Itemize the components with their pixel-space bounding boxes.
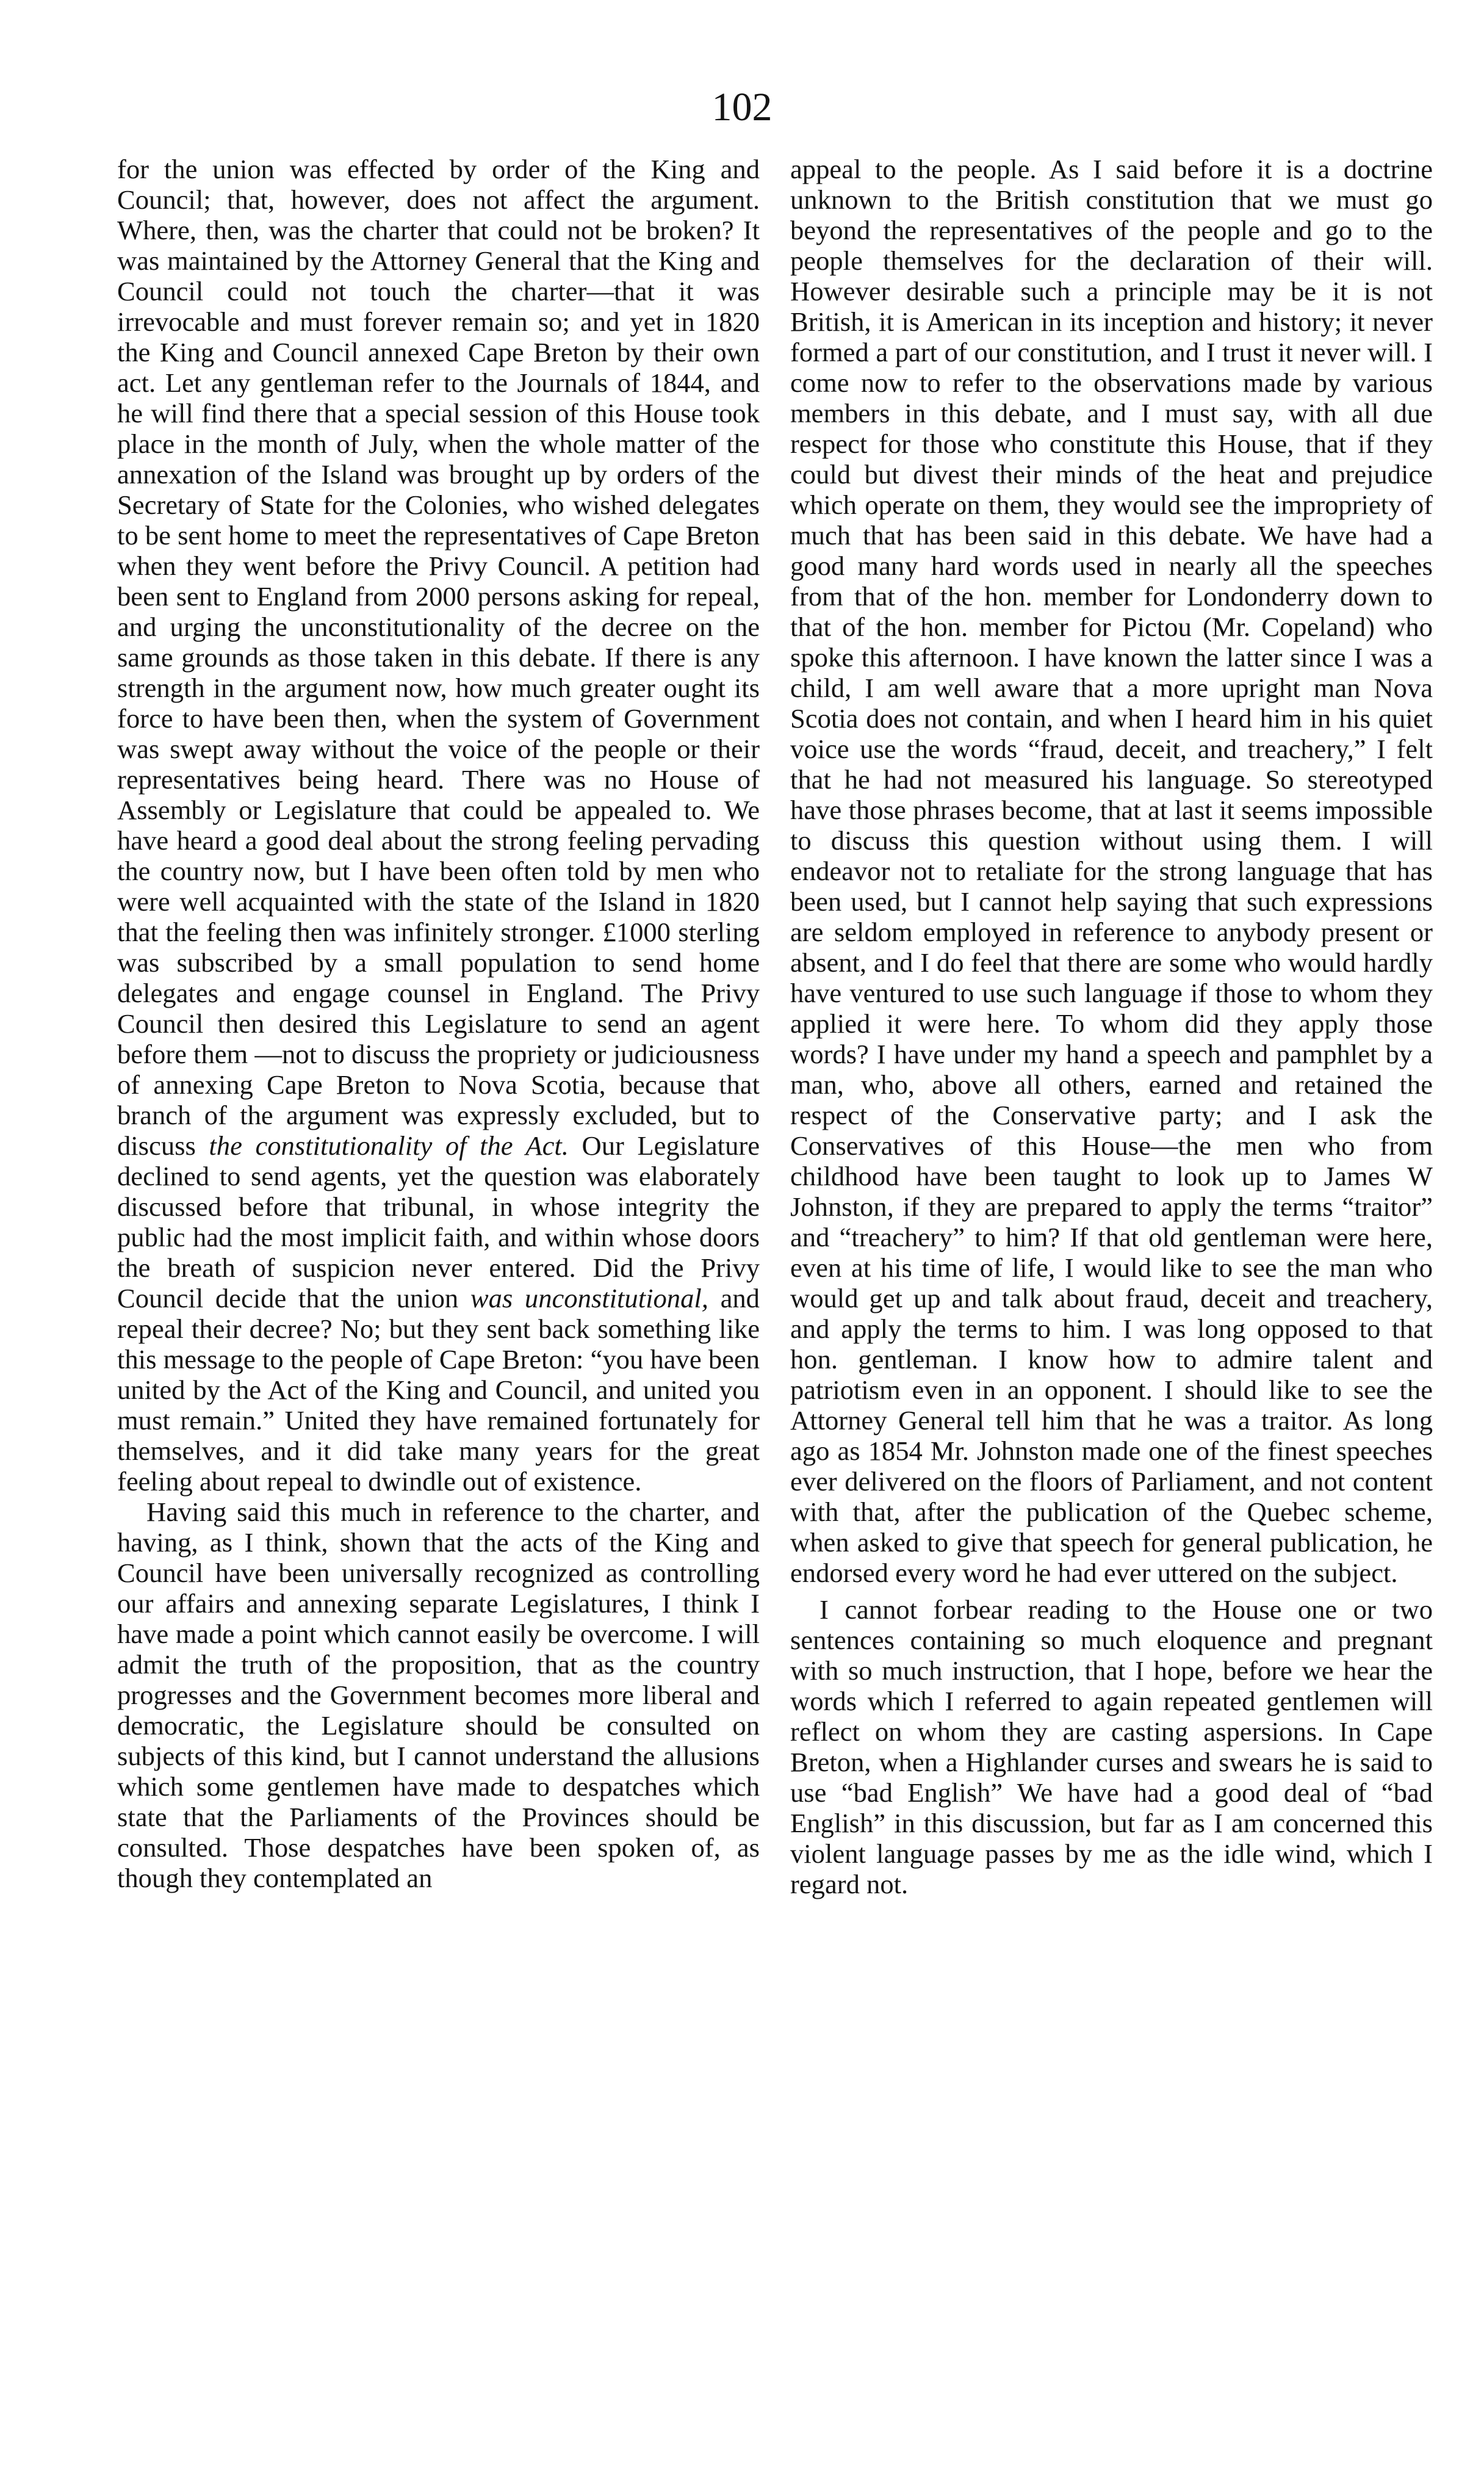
left-p1-italic-1: the constitutionality of the Act.	[209, 1130, 569, 1161]
left-p1-text-a: for the union was effected by order of the King and Council; that, however, does not affect the argument. Where, then, was the charter that could not be broken? It was maintained by the Attorney General that the King and Council could not touch the charter—that it was irrevocable and must forever remain so; and yet in 1820 the King and Council annexed Cape Breton by their own act. Let any gentleman refer to the Journals of 1844, and he will find there that a special session of this House took place in the month of July, when the whole matter of the annexation of the Island was brought up by orders of the Secretary of State for the Colonies, who wished delegates to be sent home to meet the representatives of Cape Breton when they went before the Privy Council. A petition had been sent to England from 2000 persons asking for repeal, and urging the unconstitutionality of the decree on the same grounds as those taken in this debate. If there is any strength in the argument now, how much greater ought its force to have been then, when the system of Government was swept away without the voice of the people or their representatives being heard. There was no House of Assembly or Legislature that could be appealed to. We have heard a good deal about the strong feeling pervading the country now, but I have been often told by men who were well acquainted with the state of the Island in 1820 that the feeling then was infinitely stronger. £1000 sterling was subscribed by a small population to send home delegates and engage counsel in England. The Privy Council then desired this Legislature to send an agent before them —not to discuss the propriety or judiciousness of annexing Cape Breton to Nova Scotia, because that branch of the argument was expressly excluded, but to discuss	[117, 154, 760, 1161]
right-paragraph-2: I cannot forbear reading to the House one or two sentences containing so much eloquence and pregnant with so much instruction, that I hope, before we hear the words which I referred to again repeated gentlemen will reflect on whom they are casting aspersions. In Cape Breton, when a Highlander curses and swears he is said to use “bad English” We have had a good deal of “bad English” in this discussion, but far as I am concerned this violent language passes by me as the idle wind, which I regard not.	[790, 1594, 1433, 1899]
left-p1-italic-2: was unconstitutional,	[470, 1283, 708, 1313]
right-paragraph-1: appeal to the people. As I said before it is a doctrine unknown to the British constitution that we must go beyond the representatives of the people and go to the people themselves for the declaration of their will. However desirable such a principle may be it is not British, it is American in its inception and history; it never formed a part of our constitution, and I trust it never will. I come now to refer to the observations made by various members in this debate, and I must say, with all due respect for those who constitute this House, that if they could but divest their minds of the heat and prejudice which operate on them, they would see the impropriety of much that has been said in this debate. We have had a good many hard words used in nearly all the speeches from that of the hon. member for Londonderry down to that of the hon. member for Pictou (Mr. Copeland) who spoke this afternoon. I have known the latter since I was a child, I am well aware that a more upright man Nova Scotia does not contain, and when I heard him in his quiet voice use the words “fraud, deceit, and treachery,” I felt that he had not measured his language. So stereotyped have those phrases become, that at last it seems impossible to discuss this question without using them. I will endeavor not to retaliate for the strong language that has been used, but I cannot help saying that such expressions are seldom employed in reference to anybody present or absent, and I do feel that there are some who would hardly have ventured to use such language if those to whom they applied it were here. To whom did they apply those words? I have under my hand a speech and pamphlet by a man, who, above all others, earned and retained the respect of the Conservative party; and I ask the Conservatives of this House—the men who from childhood have been taught to look up to James W Johnston, if they are prepared to apply the terms “traitor” and “treachery” to him? If that old gentleman were here, even at his time of life, I would like to see the man who would get up and talk about fraud, deceit and treachery, and apply the terms to him. I was long opposed to that hon. gentleman. I know how to admire talent and patriotism even in an opponent. I should like to see the Attorney General tell him that he was a traitor. As long ago as 1854 Mr. Johnston made one of the finest speeches ever delivered on the floors of Parliament, and not content with that, after the publication of the Quebec scheme, when asked to give that speech for general publication, he endorsed every word he had ever uttered on the subject.	[790, 154, 1433, 1588]
left-paragraph-2: Having said this much in reference to the charter, and having, as I think, shown that the acts of the King and Council have been universally recognized as controlling our affairs and annexing separate Legislatures, I think I have made a point which cannot easily be overcome. I will admit the truth of the proposition, that as the country progresses and the Government becomes more liberal and democratic, the Legislature should be consulted on subjects of this kind, but I cannot understand the allusions which some gentlemen have made to despatches which state that the Parliaments of the Provinces should be consulted. Those despatches have been spoken of, as though they contemplated an	[117, 1497, 760, 1893]
page-number: 102	[711, 85, 773, 129]
left-p1-text-b: Our Legislature declined to send agents, yet the question was elaborately discussed before that tribunal, in whose integrity the public had the most implicit faith, and within whose doors the breath of suspicion never entered. Did the Privy Council decide that the union	[117, 1130, 760, 1313]
left-paragraph-1	[117, 154, 760, 1497]
left-p1-text-c: and repeal their decree? No; but they sent back something like this message to the people of Cape Breton: “you have been united by the Act of the King and Council, and united you must remain.” United they have remained fortunately for themselves, and it did take many years for the great feeling about repeal to dwindle out of existence.	[117, 1283, 760, 1497]
left-column	[117, 154, 760, 1893]
right-column	[790, 154, 1433, 1899]
